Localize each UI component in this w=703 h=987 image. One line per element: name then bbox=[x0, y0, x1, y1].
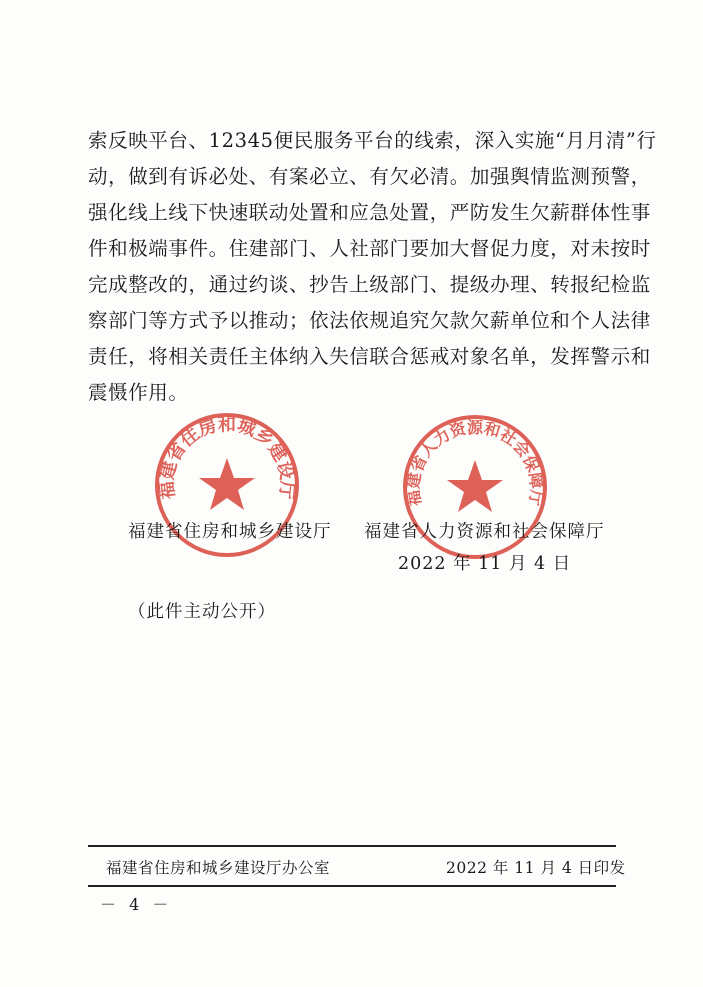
body-line-3: 强化线上线下快速联动处置和应急处置，严防发生欠薪群体性事 bbox=[88, 201, 651, 224]
signature-hr-department: 福建省人力资源和社会保障厅 bbox=[364, 522, 605, 542]
signature-housing-department: 福建省住房和城乡建设厅 bbox=[128, 522, 332, 542]
body-line-4: 件和极端事件。住建部门、人社部门要加大督促力度，对未按时 bbox=[88, 237, 651, 260]
footer-top-rule bbox=[88, 845, 616, 847]
footer-bottom-rule bbox=[88, 885, 616, 887]
svg-text:福建省人力资源和社会保障厅: 福建省人力资源和社会保障厅 bbox=[403, 417, 547, 508]
body-line-5: 完成整改的，通过约谈、抄告上级部门、提级办理、转报纪检监 bbox=[88, 273, 651, 296]
print-date: 2022 年 11 月 4 日印发 bbox=[446, 859, 626, 877]
body-line-6: 察部门等方式予以推动；依法依规追究欠款欠薪单位和个人法律 bbox=[88, 309, 651, 332]
issuing-office: 福建省住房和城乡建设厅办公室 bbox=[106, 859, 331, 877]
public-disclosure-note: （此件主动公开） bbox=[128, 602, 276, 622]
signature-date: 2022 年 11 月 4 日 bbox=[398, 554, 572, 574]
body-line-8: 震慑作用。 bbox=[88, 381, 189, 404]
page-number: － 4 － bbox=[100, 895, 173, 914]
body-line-2: 动，做到有诉必处、有案必立、有欠必清。加强舆情监测预警， bbox=[88, 165, 651, 188]
svg-text:福建省住房和城乡建设厅: 福建省住房和城乡建设厅 bbox=[156, 414, 298, 501]
body-line-1: 索反映平台、12345便民服务平台的线索，深入实施“月月清”行 bbox=[88, 129, 657, 152]
body-line-7: 责任，将相关责任主体纳入失信联合惩戒对象名单，发挥警示和 bbox=[88, 345, 651, 368]
